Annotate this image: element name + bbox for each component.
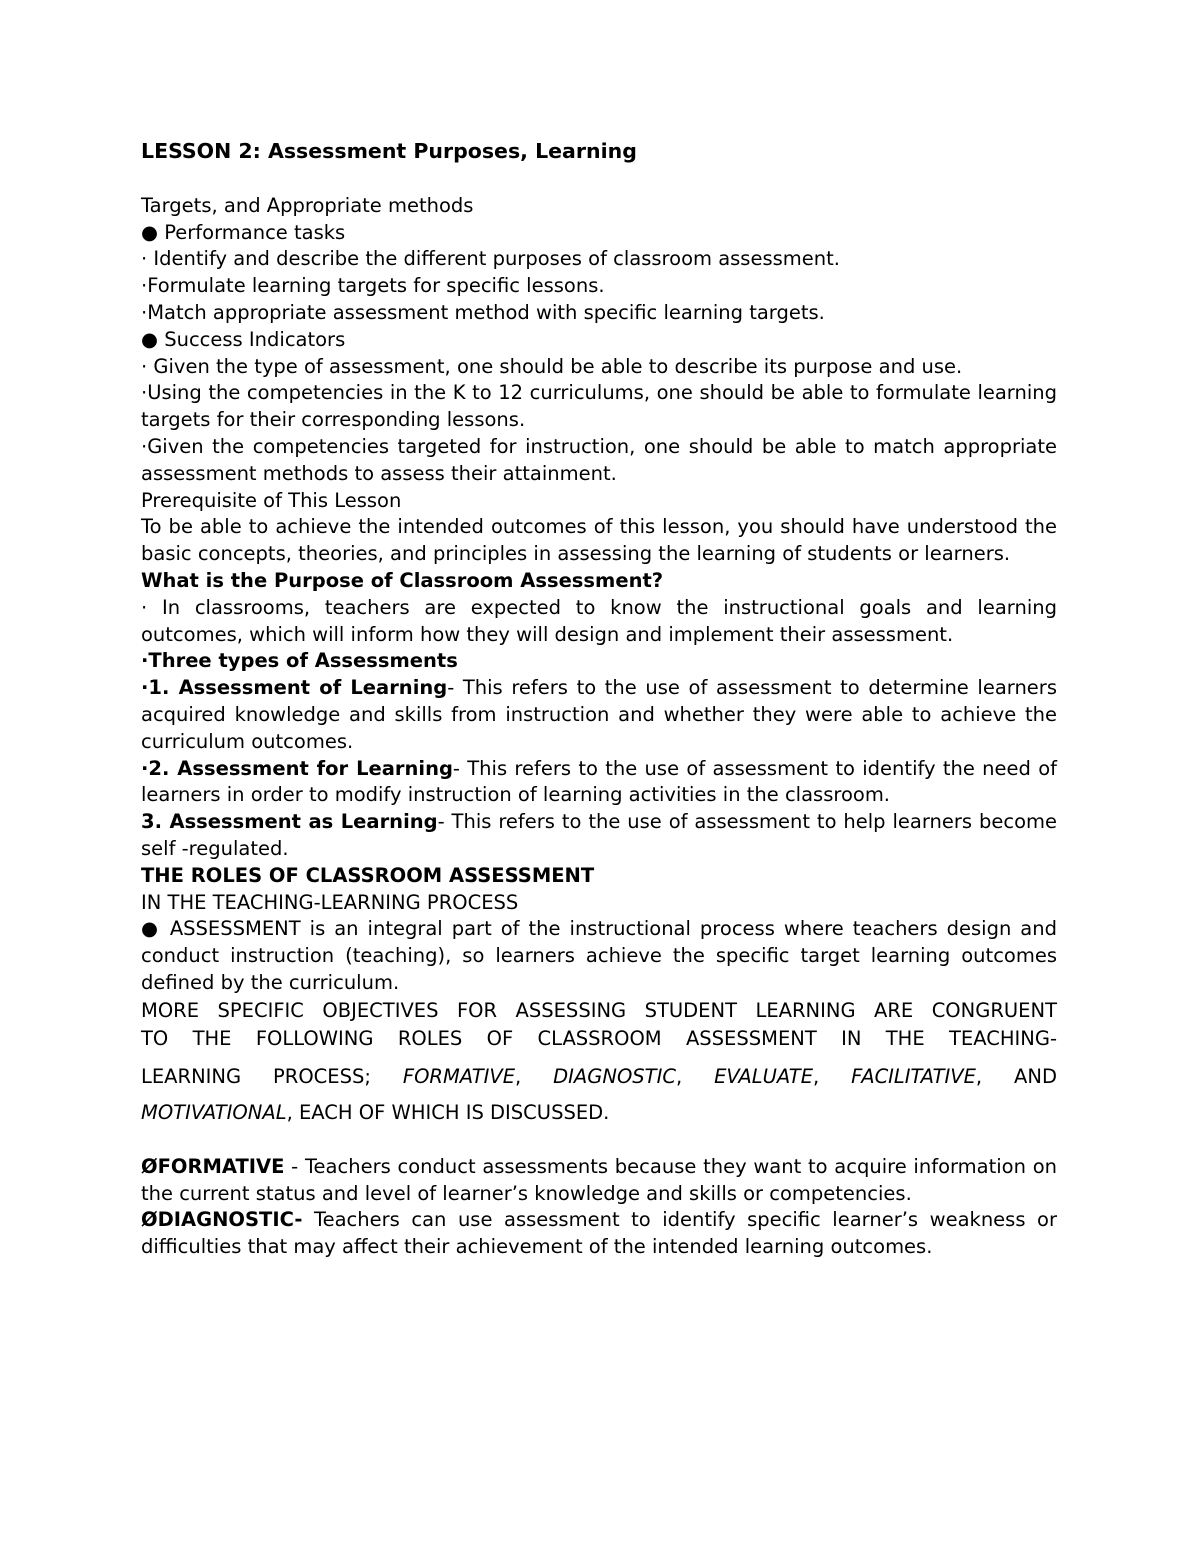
objectives-prefix: LEARNING PROCESS; (141, 1064, 371, 1088)
and-word: AND (1014, 1064, 1057, 1088)
lesson-subtitle: Targets, and Appropriate methods (141, 193, 474, 217)
formative-label: ØFORMATIVE (141, 1154, 285, 1178)
formative-paragraph (141, 1154, 1057, 1208)
role-formative: FORMATIVE (402, 1064, 516, 1088)
assessment-type-item (141, 756, 1057, 810)
performance-tasks-heading: ● Performance tasks (141, 220, 346, 244)
assessment-type-label: 3. Assessment as Learning (141, 810, 438, 834)
assessment-type-label: ·2. Assessment for Learning (141, 756, 453, 780)
roles-subheading: IN THE TEACHING-LEARNING PROCESS (141, 890, 519, 914)
objectives-line: MORE SPECIFIC OBJECTIVES FOR ASSESSING STUDENT LEARNING ARE CONGRUENT (141, 998, 1057, 1022)
assessment-type-text: - This refers to the use of assessment to help learners become self -regulated. (141, 810, 1057, 860)
assessment-type-item (141, 809, 1057, 863)
prerequisite-heading: Prerequisite of This Lesson (141, 488, 402, 512)
role-facilitative: FACILITATIVE (851, 1064, 976, 1088)
role-diagnostic: DIAGNOSTIC (553, 1064, 676, 1088)
performance-task-item: · Identify and describe the different purposes of classroom assessment. (141, 247, 840, 271)
assessment-type-item (141, 675, 1057, 755)
prerequisite-text: To be able to achieve the intended outcomes of this lesson, you should have understood the basic concepts, theories, and principles in assessing the learning of students or learners. (141, 515, 1057, 566)
assessment-type-label: ·1. Assessment of Learning (141, 676, 448, 700)
success-indicator-item: · Given the type of assessment, one should be able to describe its purpose and use. (141, 354, 963, 378)
role-evaluate: EVALUATE (714, 1064, 814, 1088)
diagnostic-label: ØDIAGNOSTIC- (141, 1208, 303, 1232)
performance-task-item: ·Formulate learning targets for specific lessons. (141, 274, 605, 298)
lesson-title: LESSON 2: Assessment Purposes, Learning (141, 139, 637, 163)
document-page (141, 138, 1057, 1261)
objectives-end-line (141, 1099, 1057, 1127)
assessment-type-text: - This refers to the use of assessment to identify the need of learners in order to modify instruction of learning activities in the classroom. (141, 756, 1058, 807)
success-indicator-item: ·Given the competencies targeted for instruction, one should be able to match appropriate assessment methods to assess their attainment. (141, 434, 1057, 485)
diagnostic-text: Teachers can use assessment to identify specific learner’s weakness or difficulties that may affect their achievement of the intended learning outcomes. (141, 1208, 1057, 1259)
objectives-end: , EACH OF WHICH IS DISCUSSED. (286, 1100, 610, 1124)
assessment-types-heading: ·Three types of Assessments (141, 649, 458, 673)
objectives-roles-line: LEARNING PROCESS; FORMATIVE, DIAGNOSTIC, EVALUATE, FACILITATIVE, AND (141, 1064, 1057, 1088)
success-indicators-heading: ● Success Indicators (141, 327, 346, 351)
roles-heading: THE ROLES OF CLASSROOM ASSESSMENT (141, 863, 595, 887)
purpose-text: · In classrooms, teachers are expected to know the instructional goals and learning outcomes, which will inform how they will design and implement their assessment. (141, 595, 1057, 646)
formative-text: - Teachers conduct assessments because they want to acquire information on the current status and level of learner’s knowledge and skills or competencies. (141, 1154, 1057, 1205)
purpose-heading: What is the Purpose of Classroom Assessment? (141, 568, 664, 592)
objectives-block (141, 997, 1057, 1127)
success-indicator-item: ·Using the competencies in the K to 12 curriculums, one should be able to formulate learning targets for their corresponding lessons. (141, 381, 1057, 432)
diagnostic-paragraph (141, 1207, 1057, 1261)
assessment-type-text: - This refers to the use of assessment to determine learners acquired knowledge and skills from instruction and whether they were able to achieve the curriculum outcomes. (141, 676, 1057, 753)
performance-task-item: ·Match appropriate assessment method with specific learning targets. (141, 300, 825, 324)
role-motivational: MOTIVATIONAL (141, 1100, 287, 1124)
roles-bullet: ● ASSESSMENT is an integral part of the instructional process where teachers design and conduct instruction (teaching), so learners achieve the specific target learning outcomes defined by the curriculum. (141, 917, 1057, 994)
objectives-line: TO THE FOLLOWING ROLES OF CLASSROOM ASSESSMENT IN THE TEACHING- (141, 1026, 1057, 1050)
